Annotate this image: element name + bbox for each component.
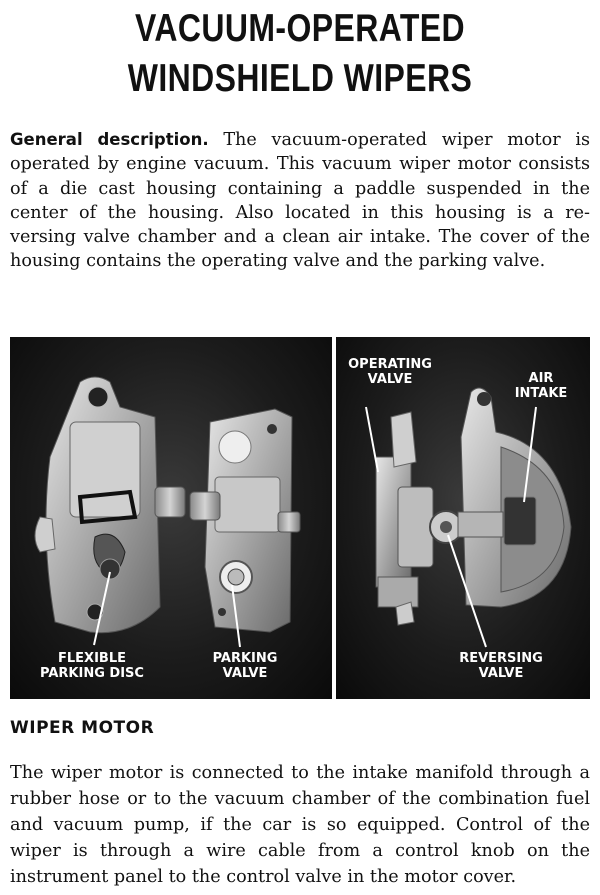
section-heading: WIPER MOTOR [10,718,155,738]
photo-right [336,337,590,699]
motor-housing [35,377,185,633]
cover-plate [190,409,300,632]
intro-lead: General description. [10,130,209,149]
intro-text: The vacuum-operated wiper motor is operated by engine vacuum. This vacuum wiper motor consists of a die cast housing containing a paddle suspended in the center of the housing. Also located in this housing is a re-versing valve chamber and a clean air intake. The cover of the housing contains the operating valve and the parking valve. [10,130,590,272]
caption-parking-valve: PARKING VALVE [212,651,278,681]
page-title [54,4,546,104]
caption-operating-valve: OPERATING VALVE [348,357,432,387]
title-line-1: VACUUM-OPERATED [134,7,466,50]
photo-left [10,337,332,699]
reversing-valve-housing [430,388,571,607]
operating-valve-assembly [376,412,433,625]
photo-left-drawing [10,337,332,699]
title-line-2: WINDSHIELD WIPERS [127,57,473,100]
caption-air-intake: AIR INTAKE [514,371,568,401]
caption-reversing-valve: REVERSING VALVE [459,651,543,681]
caption-flexible-parking-disc: FLEXIBLE PARKING DISC [40,651,144,681]
pointer-operating [366,407,378,472]
intro-paragraph [10,128,590,274]
section-paragraph: The wiper motor is connected to the intake manifold through a rubber hose or to the vacuum chamber of the combination fuel and vacuum pump, if the car is so equipped. Control of the wiper is through a wire cable from a control knob on the instrument panel to the control valve in the motor cover. [10,763,590,887]
